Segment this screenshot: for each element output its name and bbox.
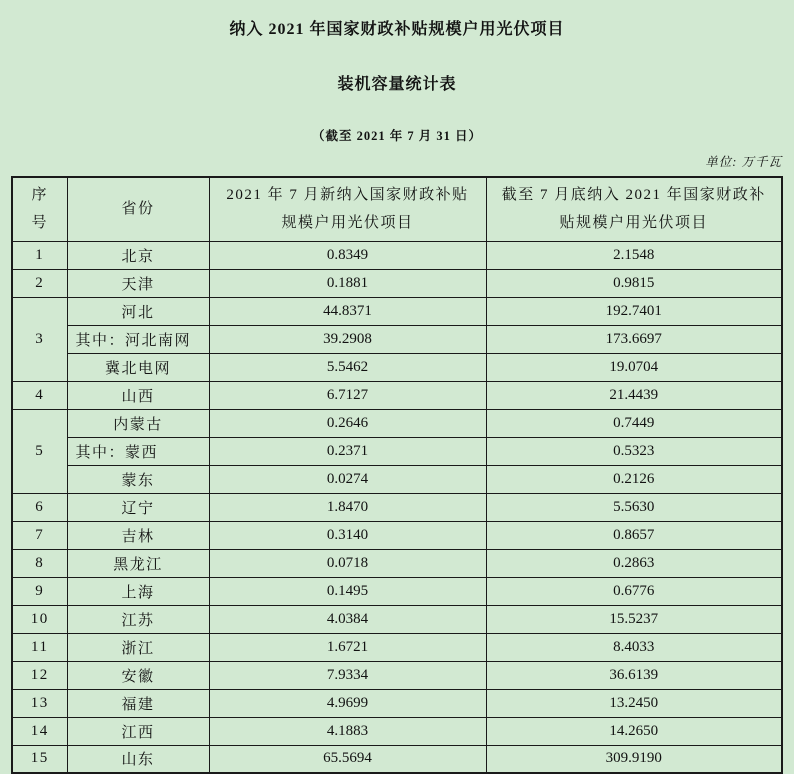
province-cell: 江西 bbox=[67, 717, 209, 745]
province-cell: 浙江 bbox=[67, 633, 209, 661]
new-in-july-cell: 0.2646 bbox=[209, 409, 486, 437]
province-cell: 安徽 bbox=[67, 661, 209, 689]
province-cell: 吉林 bbox=[67, 521, 209, 549]
cumulative-cell: 0.7449 bbox=[486, 409, 782, 437]
province-cell: 辽宁 bbox=[67, 493, 209, 521]
col-header-seq: 序号 bbox=[12, 177, 67, 241]
table-row bbox=[12, 661, 782, 689]
seq-cell: 9 bbox=[12, 577, 67, 605]
new-in-july-cell: 0.8349 bbox=[209, 241, 486, 269]
province-cell: 天津 bbox=[67, 269, 209, 297]
province-cell: 福建 bbox=[67, 689, 209, 717]
seq-cell: 15 bbox=[12, 745, 67, 773]
page-title: 纳入 2021 年国家财政补贴规模户用光伏项目 bbox=[229, 21, 565, 38]
cumulative-cell: 309.9190 bbox=[486, 745, 782, 773]
col-header-cumulative: 截至 7 月底纳入 2021 年国家财政补贴规模户用光伏项目 bbox=[486, 177, 782, 241]
table-row bbox=[12, 381, 782, 409]
seq-cell: 14 bbox=[12, 717, 67, 745]
cumulative-cell: 173.6697 bbox=[486, 325, 782, 353]
table-row bbox=[12, 353, 782, 381]
table-row bbox=[12, 521, 782, 549]
cumulative-cell: 14.2650 bbox=[486, 717, 782, 745]
table-row bbox=[12, 437, 782, 465]
province-cell: 山东 bbox=[67, 745, 209, 773]
new-in-july-cell: 4.0384 bbox=[209, 605, 486, 633]
seq-cell: 12 bbox=[12, 661, 67, 689]
seq-cell: 3 bbox=[12, 297, 67, 381]
new-in-july-cell: 4.9699 bbox=[209, 689, 486, 717]
province-cell: 江苏 bbox=[67, 605, 209, 633]
page-subtitle: 装机容量统计表 bbox=[337, 76, 457, 93]
cumulative-cell: 0.5323 bbox=[486, 437, 782, 465]
cumulative-cell: 13.2450 bbox=[486, 689, 782, 717]
table-row bbox=[12, 549, 782, 577]
cumulative-cell: 15.5237 bbox=[486, 605, 782, 633]
province-cell: 北京 bbox=[67, 241, 209, 269]
seq-cell: 5 bbox=[12, 409, 67, 493]
table-row bbox=[12, 465, 782, 493]
new-in-july-cell: 0.0718 bbox=[209, 549, 486, 577]
table-body bbox=[12, 241, 782, 773]
table-row bbox=[12, 745, 782, 773]
table-header-row bbox=[12, 177, 782, 241]
province-cell: 河北 bbox=[67, 297, 209, 325]
seq-cell: 10 bbox=[12, 605, 67, 633]
province-cell: 内蒙古 bbox=[67, 409, 209, 437]
cumulative-cell: 0.6776 bbox=[486, 577, 782, 605]
col-header-new-in-july: 2021 年 7 月新纳入国家财政补贴规模户用光伏项目 bbox=[209, 177, 486, 241]
table-row bbox=[12, 577, 782, 605]
province-cell: 山西 bbox=[67, 381, 209, 409]
seq-cell: 11 bbox=[12, 633, 67, 661]
cumulative-cell: 0.9815 bbox=[486, 269, 782, 297]
province-cell: 冀北电网 bbox=[67, 353, 209, 381]
table-row bbox=[12, 269, 782, 297]
cumulative-cell: 0.2863 bbox=[486, 549, 782, 577]
seq-cell: 13 bbox=[12, 689, 67, 717]
new-in-july-cell: 4.1883 bbox=[209, 717, 486, 745]
seq-cell: 7 bbox=[12, 521, 67, 549]
new-in-july-cell: 1.6721 bbox=[209, 633, 486, 661]
seq-cell: 1 bbox=[12, 241, 67, 269]
new-in-july-cell: 0.3140 bbox=[209, 521, 486, 549]
capacity-table bbox=[11, 176, 783, 774]
seq-cell: 6 bbox=[12, 493, 67, 521]
table-row bbox=[12, 241, 782, 269]
table-row bbox=[12, 297, 782, 325]
new-in-july-cell: 6.7127 bbox=[209, 381, 486, 409]
new-in-july-cell: 0.0274 bbox=[209, 465, 486, 493]
province-cell: 蒙东 bbox=[67, 465, 209, 493]
cumulative-cell: 0.8657 bbox=[486, 521, 782, 549]
new-in-july-cell: 65.5694 bbox=[209, 745, 486, 773]
seq-cell: 2 bbox=[12, 269, 67, 297]
seq-cell: 8 bbox=[12, 549, 67, 577]
new-in-july-cell: 0.1881 bbox=[209, 269, 486, 297]
seq-cell: 4 bbox=[12, 381, 67, 409]
cumulative-cell: 2.1548 bbox=[486, 241, 782, 269]
new-in-july-cell: 5.5462 bbox=[209, 353, 486, 381]
new-in-july-cell: 44.8371 bbox=[209, 297, 486, 325]
province-cell: 上海 bbox=[67, 577, 209, 605]
cumulative-cell: 36.6139 bbox=[486, 661, 782, 689]
unit-note: 单位: 万千瓦 bbox=[705, 155, 782, 169]
cumulative-cell: 0.2126 bbox=[486, 465, 782, 493]
new-in-july-cell: 0.2371 bbox=[209, 437, 486, 465]
table-row bbox=[12, 325, 782, 353]
table-row bbox=[12, 689, 782, 717]
table-row bbox=[12, 605, 782, 633]
province-cell: 黑龙江 bbox=[67, 549, 209, 577]
cumulative-cell: 192.7401 bbox=[486, 297, 782, 325]
table-row bbox=[12, 717, 782, 745]
province-cell: 其中：河北南网 bbox=[67, 325, 209, 353]
cumulative-cell: 8.4033 bbox=[486, 633, 782, 661]
province-cell: 其中：蒙西 bbox=[67, 437, 209, 465]
cumulative-cell: 19.0704 bbox=[486, 353, 782, 381]
col-header-province: 省份 bbox=[67, 177, 209, 241]
table-row bbox=[12, 493, 782, 521]
date-note: （截至 2021 年 7 月 31 日） bbox=[311, 129, 482, 143]
new-in-july-cell: 0.1495 bbox=[209, 577, 486, 605]
new-in-july-cell: 39.2908 bbox=[209, 325, 486, 353]
cumulative-cell: 5.5630 bbox=[486, 493, 782, 521]
table-row bbox=[12, 409, 782, 437]
table-row bbox=[12, 633, 782, 661]
cumulative-cell: 21.4439 bbox=[486, 381, 782, 409]
new-in-july-cell: 1.8470 bbox=[209, 493, 486, 521]
new-in-july-cell: 7.9334 bbox=[209, 661, 486, 689]
